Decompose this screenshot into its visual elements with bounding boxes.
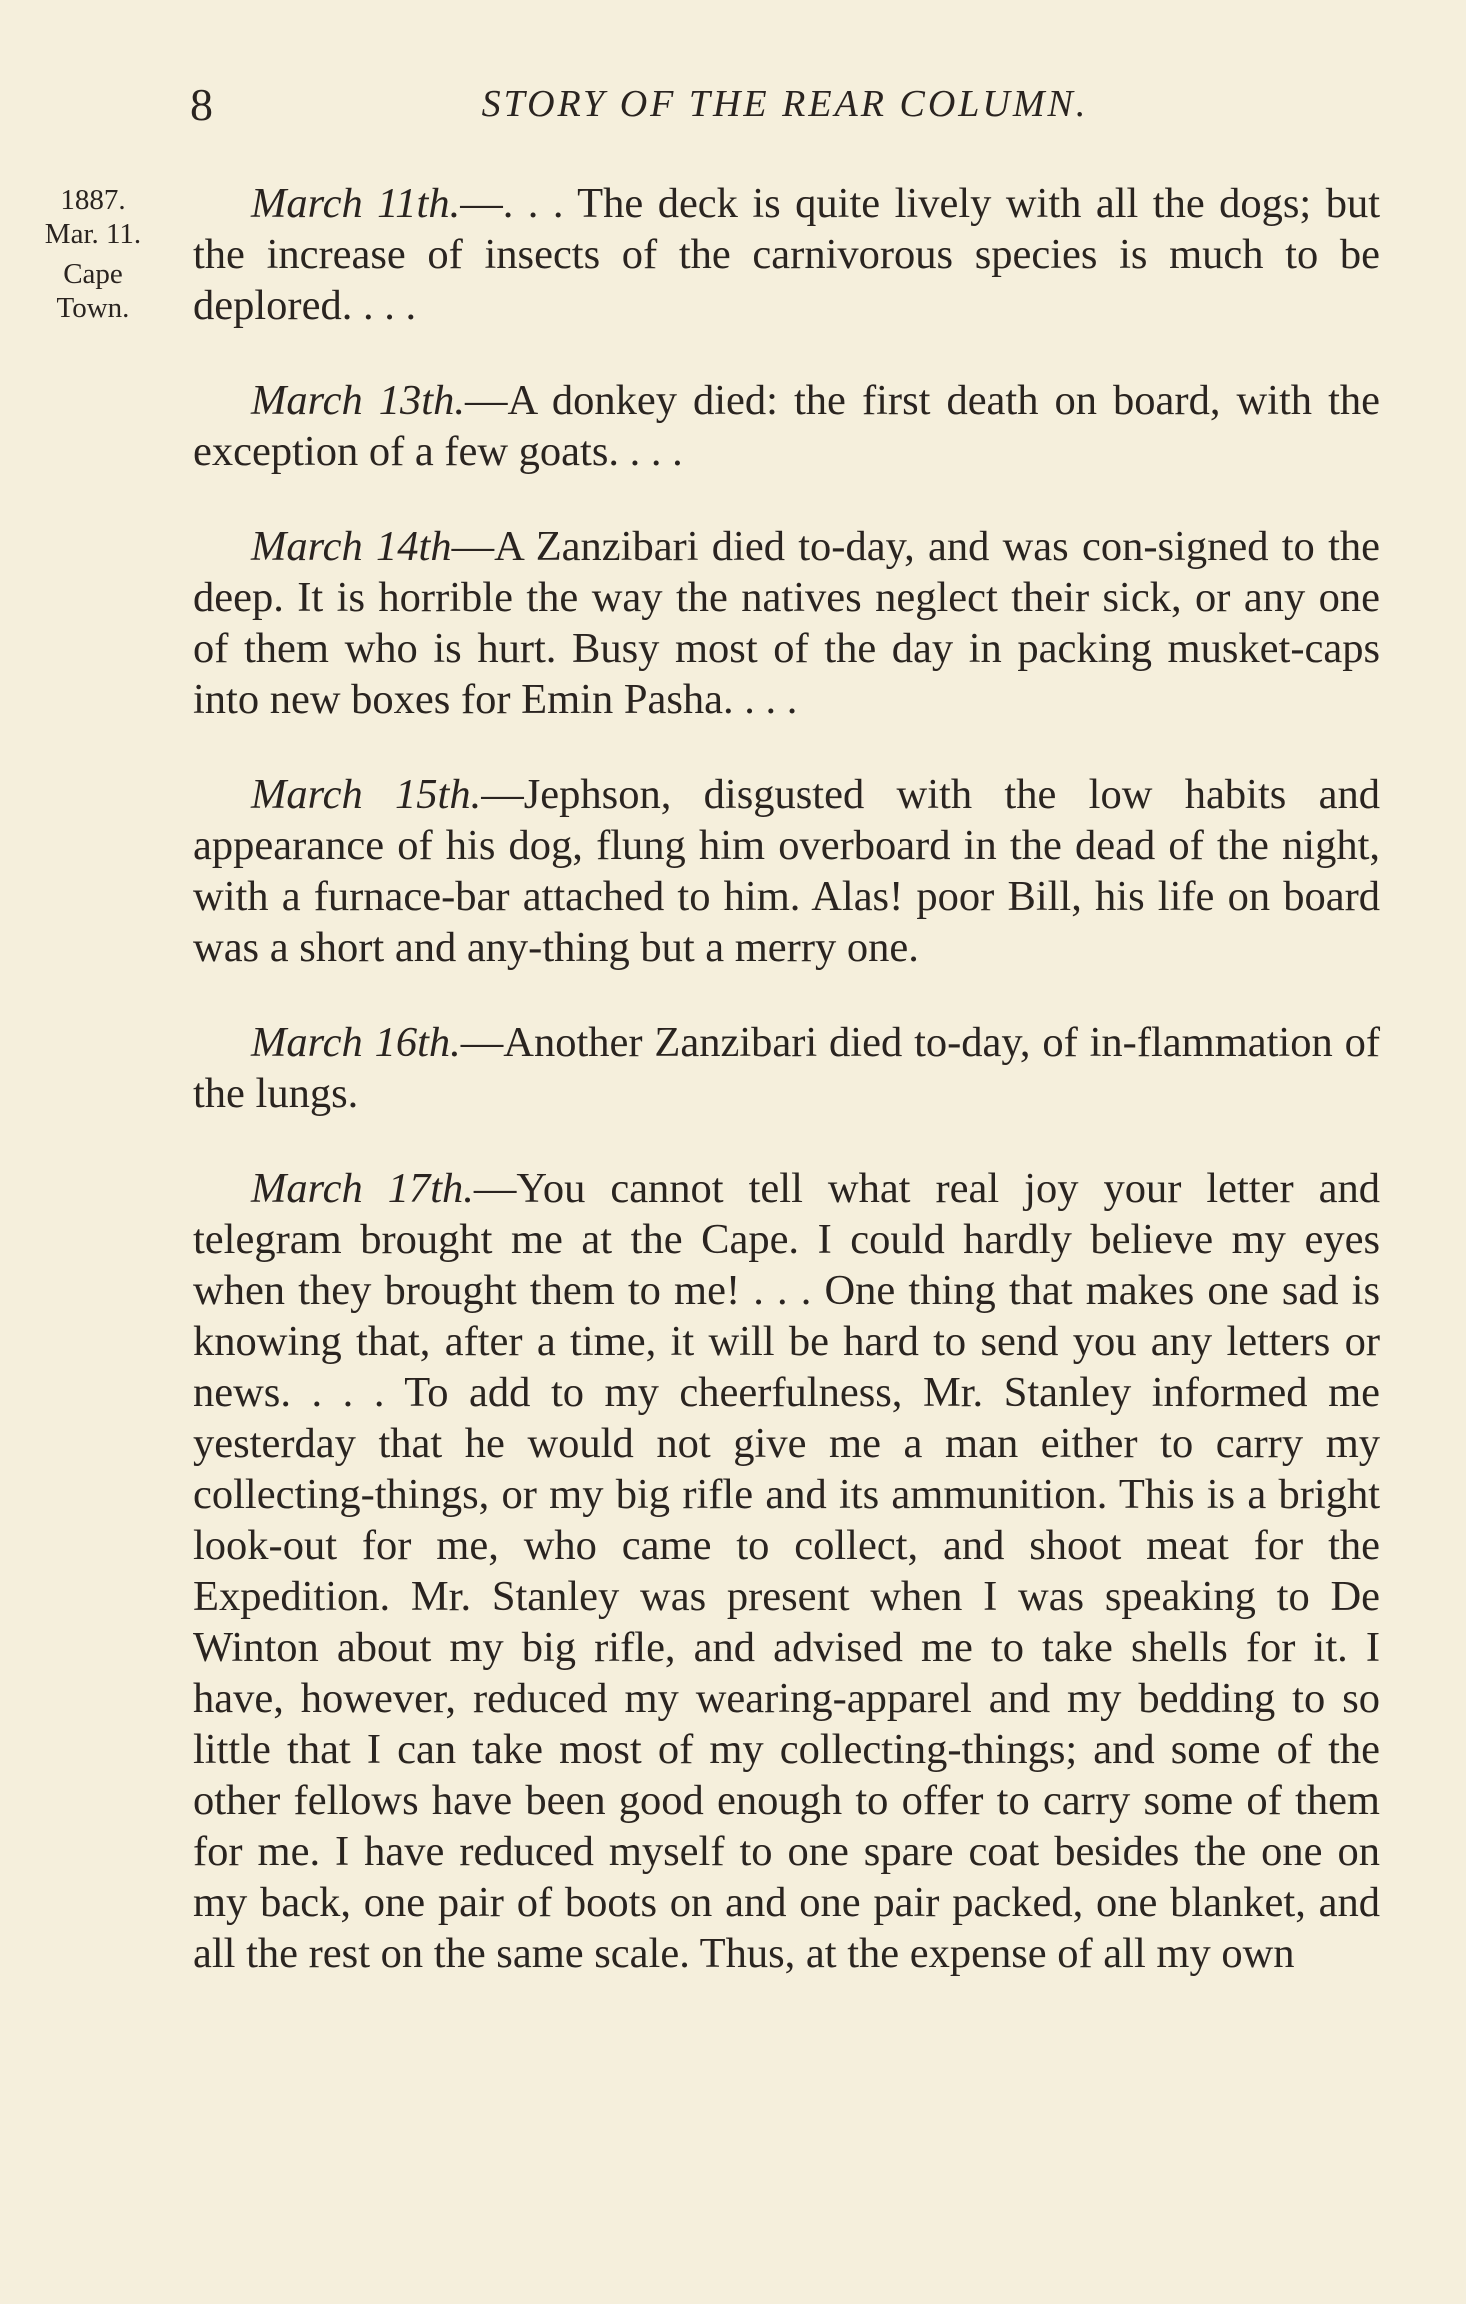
- body-text: [193, 178, 1380, 1979]
- entry-text: —A Zanzibari died to-day, and was con-signed to the deep. It is horrible the way the natives neglect their sick, or any one of them who is hurt. Busy most of the day in packing musket-caps into new boxes for Emin Pasha. . . .: [193, 523, 1380, 723]
- entry-date: March 14th: [251, 523, 452, 570]
- page-header: [190, 78, 1380, 138]
- diary-entry: [193, 178, 1380, 331]
- diary-entry: [193, 1163, 1380, 1979]
- entry-text: —Jephson, disgusted with the low habits and appearance of his dog, flung him overboard in the dead of the night, with a furnace-bar attached to him. Alas! poor Bill, his life on board was a short and any-thing but a merry one.: [193, 771, 1380, 971]
- running-title: STORY OF THE REAR COLUMN.: [481, 83, 1089, 125]
- entry-date: March 11th.: [251, 180, 461, 227]
- entry-date: March 16th.: [251, 1019, 461, 1066]
- entry-text: —. . . The deck is quite lively with all the dogs; but the increase of insects of the carnivorous species is much to be deplored. . . .: [193, 180, 1380, 329]
- diary-entry: [193, 375, 1380, 477]
- entry-date: March 13th.: [251, 377, 465, 424]
- diary-entry: [193, 769, 1380, 973]
- margin-note: [28, 183, 158, 325]
- diary-entry: [193, 521, 1380, 725]
- margin-note-year: 1887.: [60, 184, 126, 216]
- entry-text: —You cannot tell what real joy your letter and telegram brought me at the Cape. I could hardly believe my eyes when they brought them to me! . . . One thing that makes one sad is knowing that, after a time, it will be hard to send you any letters or news. . . . To add to my cheerfulness, Mr. Stanley informed me yesterday that he would not give me a man either to carry my collecting-things, or my big rifle and its ammunition. This is a bright look-out for me, who came to collect, and shoot meat for the Expedition. Mr. Stanley was present when I was speaking to De Winton about my big rifle, and advised me to take shells for it. I have, however, reduced my wearing-apparel and my bedding to so little that I can take most of my collecting-things; and some of the other fellows have been good enough to offer to carry some of them for me. I have reduced myself to one spare coat besides the one on my back, one pair of boots on and one pair packed, one blanket, and all the rest on the same scale. Thus, at the expense of all my own: [193, 1165, 1380, 1977]
- diary-entry: [193, 1017, 1380, 1119]
- entry-date: March 17th.: [251, 1165, 474, 1212]
- entry-date: March 15th.: [251, 771, 482, 818]
- margin-note-place-line2: Town.: [56, 292, 130, 324]
- entry-text: —Another Zanzibari died to-day, of in-flammation of the lungs.: [193, 1019, 1380, 1117]
- entry-text: —A donkey died: the first death on board, with the exception of a few goats. . . .: [193, 377, 1380, 475]
- margin-note-place-line1: Cape: [63, 258, 123, 290]
- margin-note-date: Mar. 11.: [44, 218, 142, 250]
- page-number: 8: [190, 79, 213, 130]
